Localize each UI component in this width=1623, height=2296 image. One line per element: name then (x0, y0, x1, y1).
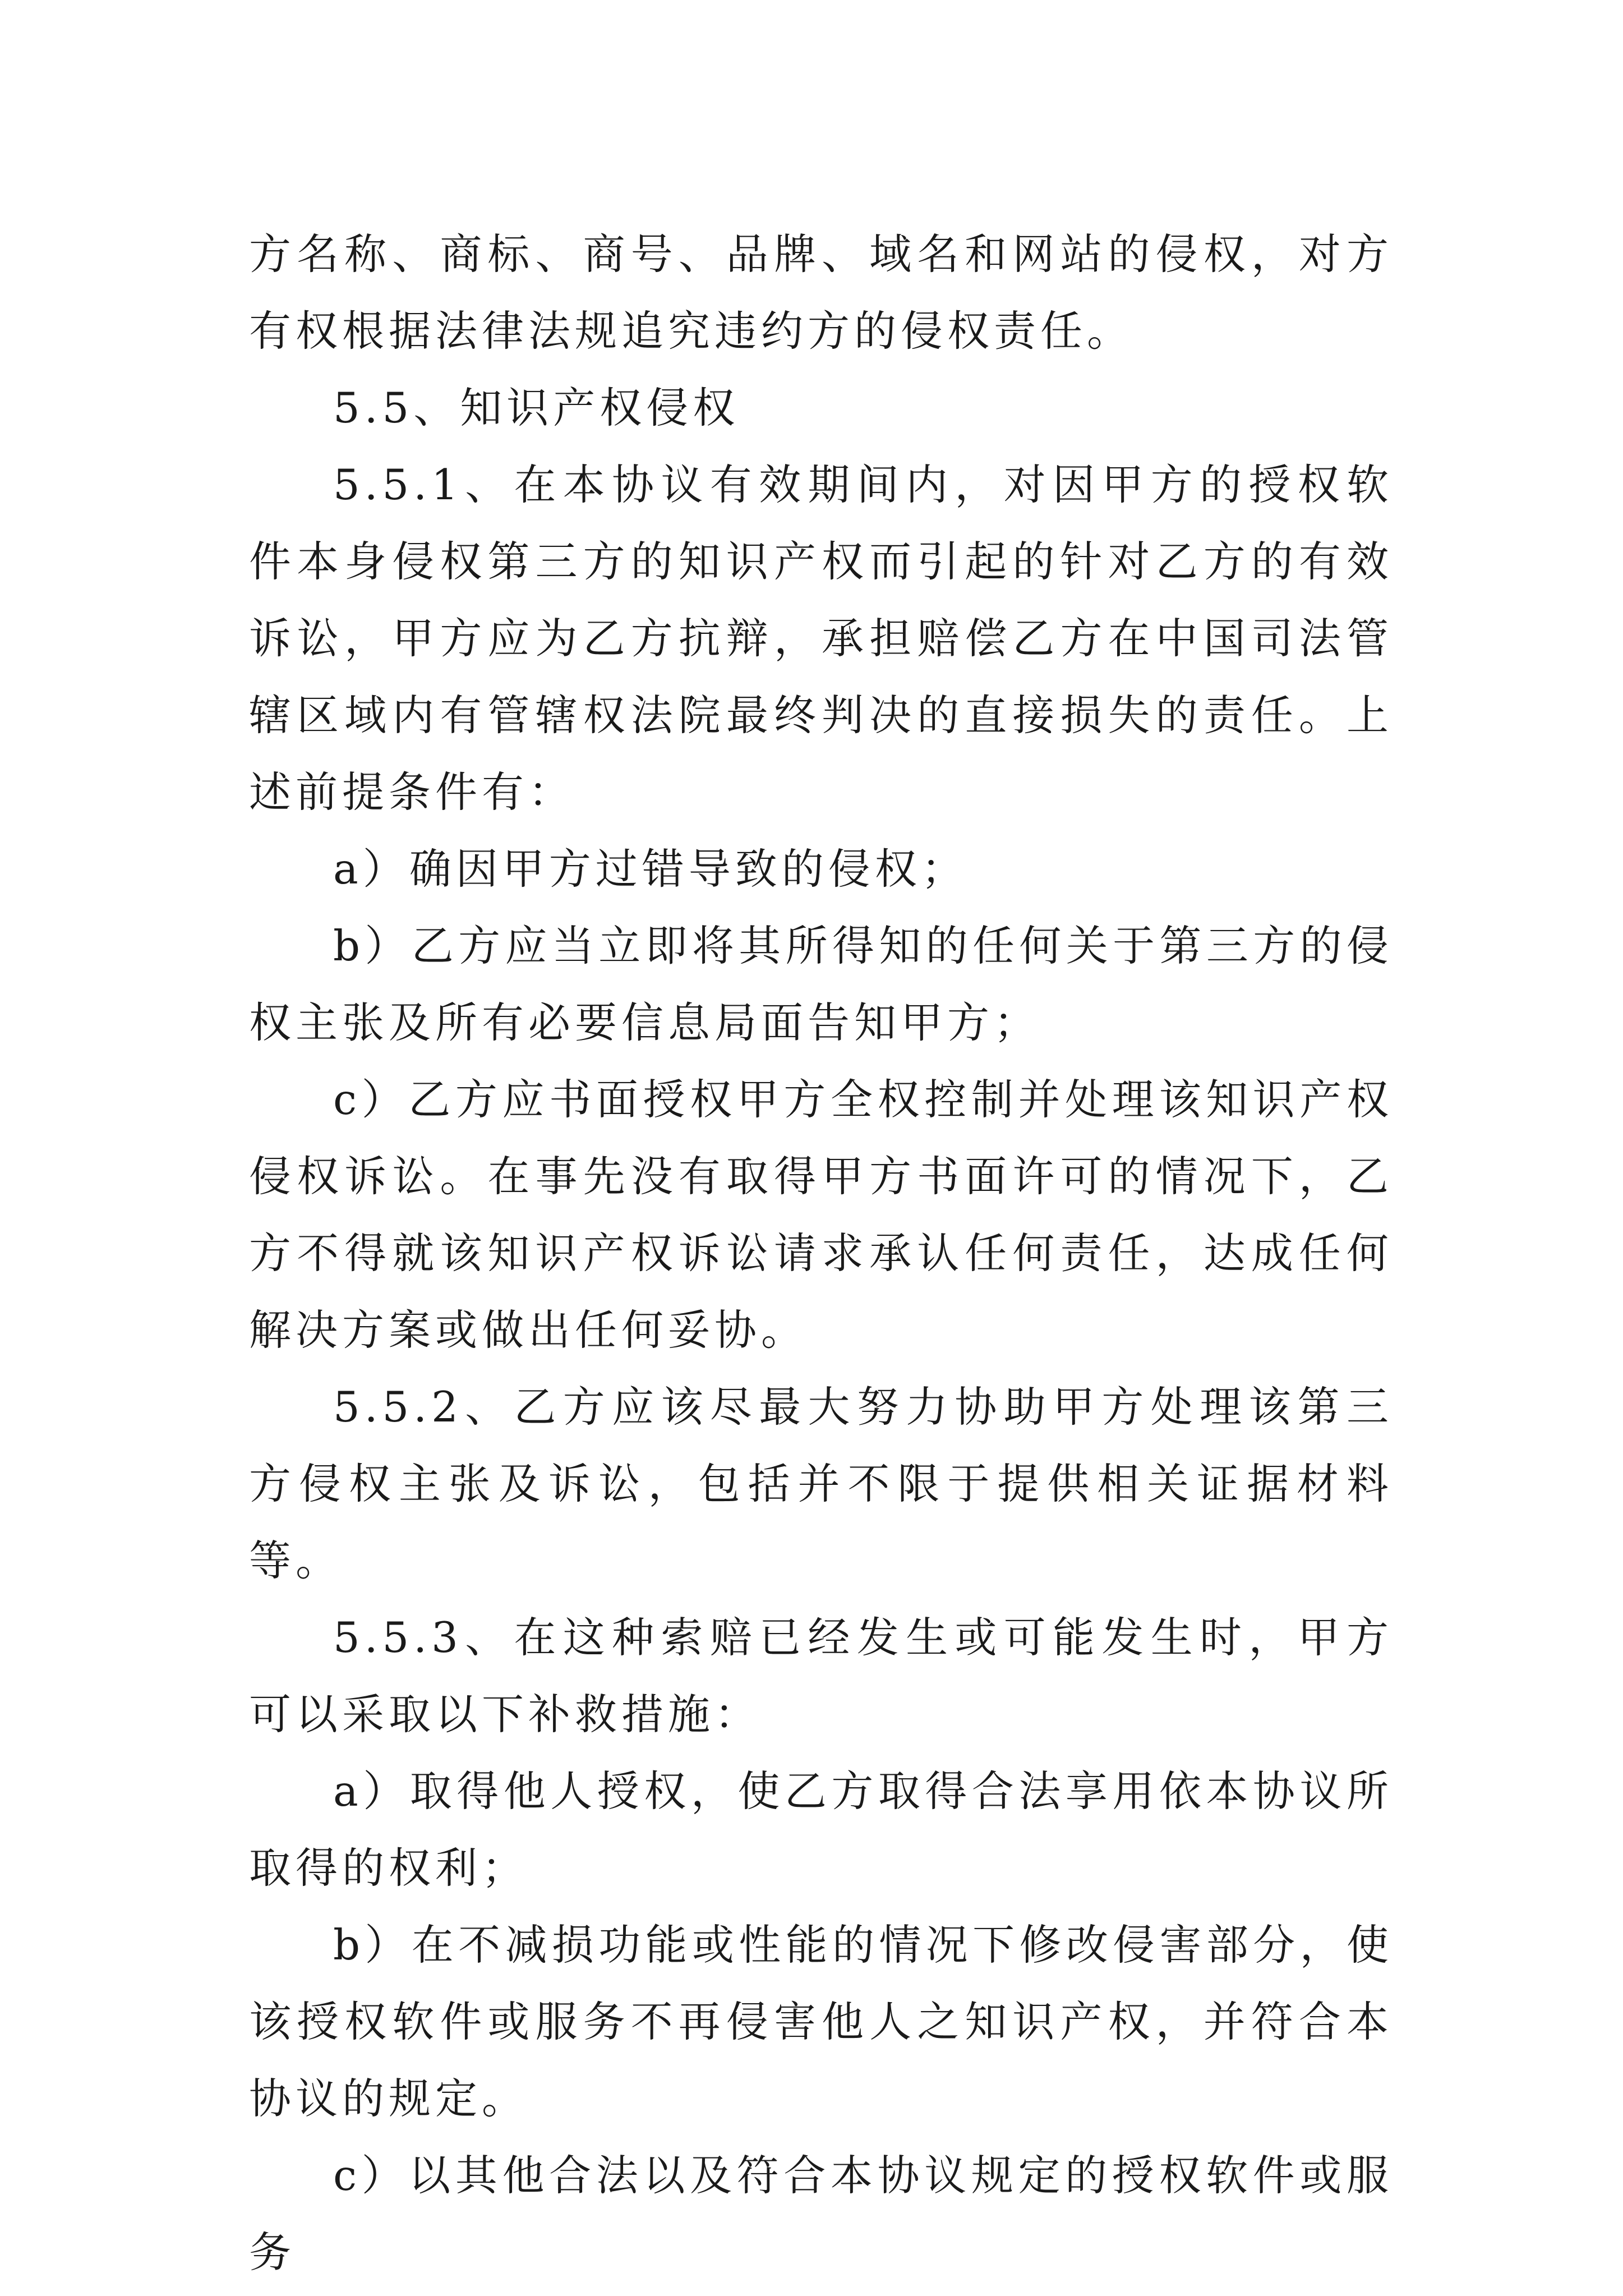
document-body (249, 216, 1393, 2291)
clause-5-5-1-item-b: b）乙方应当立即将其所得知的任何关于第三方的侵权主张及所有必要信息局面告知甲方； (249, 921, 1393, 1047)
clause-5-5-3-item-b: b）在不减损功能或性能的情况下修改侵害部分，使该授权软件或服务不再侵害他人之知识产权，并符合本协议的规定。 (249, 1920, 1393, 2123)
clause-5-5-3-item-a: a）取得他人授权，使乙方取得合法享用依本协议所取得的权利； (249, 1766, 1393, 1893)
clause-5-5-3: 5.5.3、在这种索赔已经发生或可能发生时，甲方可以采取以下补救措施： (249, 1613, 1393, 1739)
clause-5-5-3-item-c: c）以其他合法以及符合本协议规定的授权软件或服务 (249, 2151, 1393, 2277)
clause-5-5-1: 5.5.1、在本协议有效期间内，对因甲方的授权软件本身侵权第三方的知识产权而引起的针对乙方的有效诉讼，甲方应为乙方抗辩，承担赔偿乙方在中国司法管辖区域内有管辖权法院最终判决的直接损失的责任。上述前提条件有： (249, 460, 1393, 817)
clause-5-5-2: 5.5.2、乙方应该尽最大努力协助甲方处理该第三方侵权主张及诉讼，包括并不限于提供相关证据材料等。 (249, 1382, 1393, 1585)
clause-5-5-1-item-c: c）乙方应书面授权甲方全权控制并处理该知识产权侵权诉讼。在事先没有取得甲方书面许可的情况下，乙方不得就该知识产权诉讼请求承认任何责任，达成任何解决方案或做出任何妥协。 (249, 1075, 1393, 1355)
paragraph-continuation: 方名称、商标、商号、品牌、域名和网站的侵权，对方有权根据法律法规追究违约方的侵权责任。 (249, 229, 1393, 356)
section-heading-5-5: 5.5、知识产权侵权 (333, 383, 740, 432)
clause-5-5-1-item-a: a）确因甲方过错导致的侵权； (333, 844, 968, 894)
